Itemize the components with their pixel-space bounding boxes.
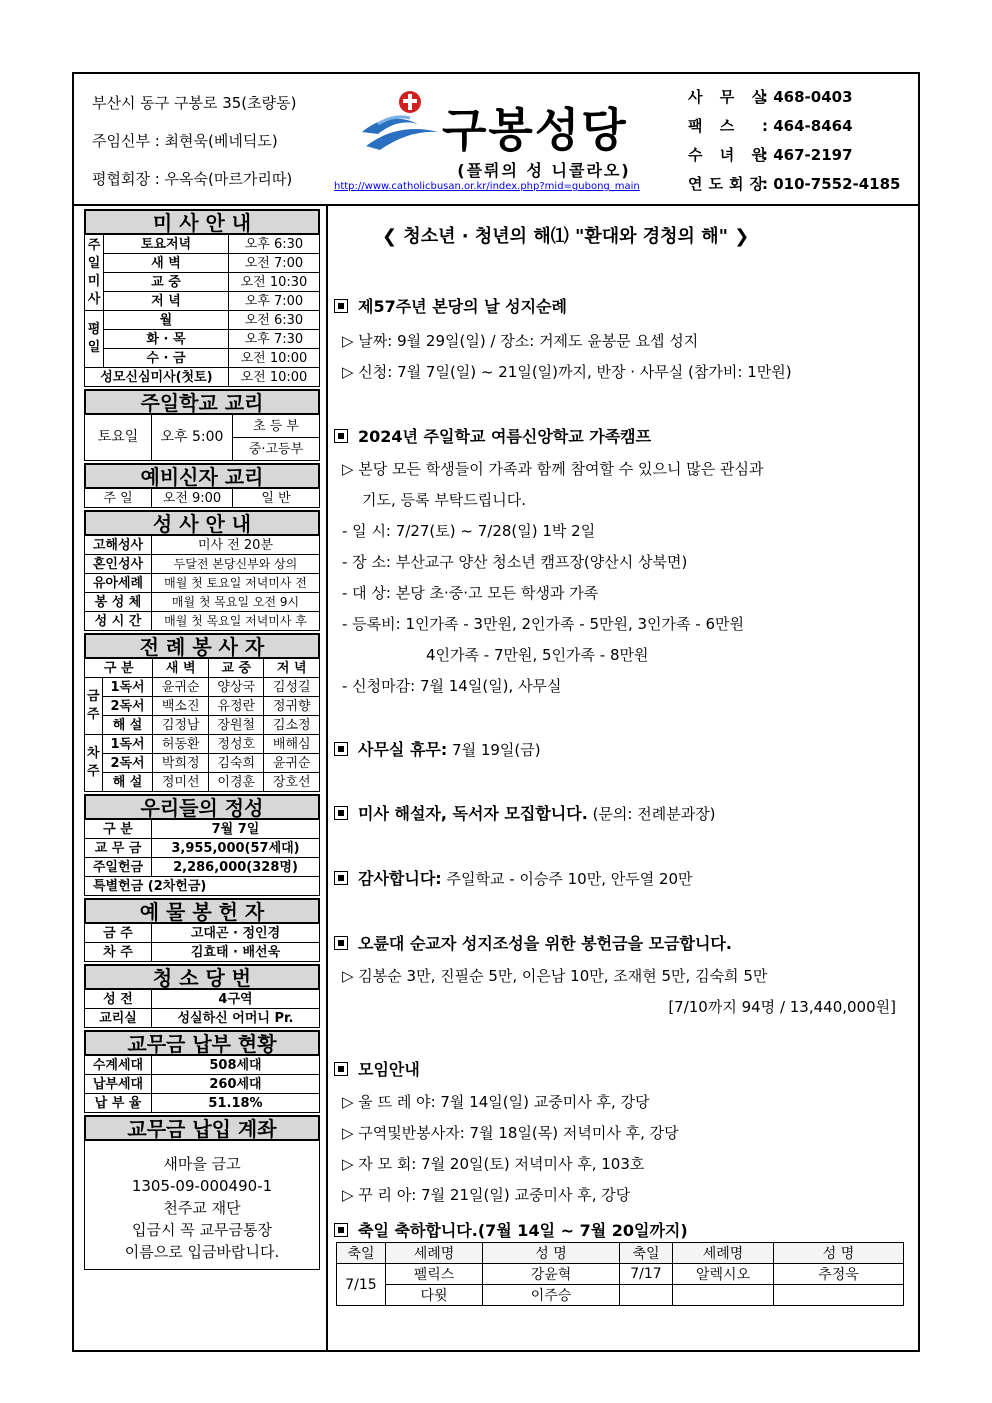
offering-title: 우리들의 정성 bbox=[84, 794, 320, 820]
sacraments-table: 고해성사 미사 전 20분 혼인성사 두달전 본당신부와 상의 유아세례 매월 첫 토요일 저녁미사 전 봉 성 체 매월 첫 목요일 오전 9시 성 시 간 매월 첫 목요일 저녁미사 후 bbox=[84, 535, 320, 631]
website-link[interactable]: http://www.catholicbusan.or.kr/index.php?mid=gubong_main bbox=[334, 181, 640, 192]
council-president: 평협회장 : 우옥숙(마르가리따) bbox=[92, 170, 293, 188]
donors-title: 예 물 봉 헌 자 bbox=[84, 898, 320, 924]
fundraising-total: [7/10까지 94명 / 13,440,000원] bbox=[668, 998, 896, 1016]
camp-line: ▷ 본당 모든 학생들이 가족과 함께 참여할 수 있으니 많은 관심과 bbox=[342, 460, 764, 478]
mass-guide-title: 미 사 안 내 bbox=[84, 209, 320, 235]
cleaning-title: 청 소 당 번 bbox=[84, 964, 320, 990]
camp-line: - 일 시: 7/27(토) ~ 7/28(일) 1박 2일 bbox=[342, 522, 596, 540]
sunday-school-table: 토요일 오후 5:00 초 등 부 중·고등부 bbox=[84, 414, 320, 461]
ministers-table: 구 분 새 벽 교 중 저 녁 금 주 1독서 윤귀순 양상국 김성길 2독서 백소진 유정란 정귀향 해 설 김정남 장원철 김소정 차 주 1독서 허동환 정성호 배해심 2독서 박희정 김숙희 윤귀순 해 설 정미선 이경훈 장호선 bbox=[84, 658, 320, 792]
sidebar bbox=[84, 210, 320, 1270]
camp-line: - 장 소: 부산교구 양산 청소년 캠프장(양산시 상북면) bbox=[342, 553, 688, 571]
camp-line: 기도, 등록 부탁드립니다. bbox=[362, 491, 526, 509]
donors-table: 금 주 고대곤 · 정인경 차 주 김효태 · 배선욱 bbox=[84, 923, 320, 962]
offering-table: 구 분 7월 7일 교 무 금 3,955,000(57세대) 주일헌금 2,286,000(328명) 특별헌금 (2차헌금) bbox=[84, 819, 320, 896]
section-thanks: 감사합니다: 주일학교 - 이승주 10만, 안두열 20만 bbox=[334, 866, 693, 889]
section-meetings: 모임안내 bbox=[334, 1057, 420, 1080]
dues-title: 교무금 납부 현황 bbox=[84, 1030, 320, 1056]
sacraments-title: 성 사 안 내 bbox=[84, 510, 320, 536]
meeting-item: ▷ 꾸 리 아: 7월 21일(일) 교중미사 후, 강당 bbox=[342, 1186, 631, 1204]
camp-line: - 등록비: 1인가족 - 3만원, 2인가족 - 5만원, 3인가족 - 6만원 bbox=[342, 615, 745, 633]
column-divider bbox=[326, 204, 328, 1350]
account-title: 교무금 납입 계좌 bbox=[84, 1115, 320, 1141]
pilgrimage-date: ▷ 날짜: 9월 29일(일) / 장소: 거제도 윤봉문 요셉 성지 bbox=[342, 332, 699, 350]
cleaning-table: 성 전 4구역 교리실 성실하신 어머니 Pr. bbox=[84, 989, 320, 1028]
section-recruit: 미사 해설자, 독서자 모집합니다. (문의: 전례분과장) bbox=[334, 801, 716, 824]
feast-table: 축일 세례명 성 명 축일 세례명 성 명 7/15 펠릭스 강윤혁 7/17 알렉시오 추정욱 다윗 이주승 bbox=[336, 1242, 904, 1306]
section-camp: 2024년 주일학교 여름신앙학교 가족캠프 bbox=[334, 424, 651, 447]
priest: 주임신부 : 최현욱(베네딕도) bbox=[92, 132, 278, 150]
catechumen-table: 주 일 오전 9:00 일 반 bbox=[84, 488, 320, 508]
fax: 팩 스 : 464-8464 bbox=[688, 117, 853, 135]
fundraising-donors: ▷ 김봉순 3만, 진필순 5만, 이은남 10만, 조재현 5만, 김숙희 5만 bbox=[342, 967, 768, 985]
section-fundraising: 오륜대 순교자 성지조성을 위한 봉헌금을 모금합니다. bbox=[334, 931, 732, 954]
bulletin-frame bbox=[72, 72, 920, 1352]
header bbox=[74, 74, 918, 206]
mass-table: 주 일 미 사 토요저녁 오후 6:30 새 벽 오전 7:00 교 중 오전 10:30 저 녁 오후 7:00 평 일 월 오전 6:30 화 · 목 오후 7:30 수 · 금 오전 10:00 성모신심미사(첫토) 오전 10:00 bbox=[84, 234, 320, 387]
section-pilgrimage: 제57주년 본당의 날 성지순례 bbox=[334, 294, 567, 317]
meeting-item: ▷ 자 모 회: 7월 20일(토) 저녁미사 후, 103호 bbox=[342, 1155, 645, 1173]
camp-line: 4인가족 - 7만원, 5인가족 - 8만원 bbox=[426, 646, 649, 664]
church-subtitle: (플뤼의 성 니콜라오) bbox=[457, 161, 631, 180]
meeting-item: ▷ 울 뜨 레 야: 7월 14일(일) 교중미사 후, 강당 bbox=[342, 1093, 650, 1111]
church-name: 구봉성당 bbox=[442, 103, 628, 157]
address: 부산시 동구 구봉로 35(초량동) bbox=[92, 94, 297, 112]
account-box: 새마을 금고 1305-09-000490-1 천주교 재단 입금시 꼭 교무금통장 이름으로 입금바랍니다. bbox=[84, 1140, 320, 1270]
ministers-title: 전 례 봉 사 자 bbox=[84, 633, 320, 659]
camp-line: - 신청마감: 7월 14일(일), 사무실 bbox=[342, 677, 562, 695]
catechumen-title: 예비신자 교리 bbox=[84, 463, 320, 489]
meeting-item: ▷ 구역및반봉사자: 7월 18일(목) 저녁미사 후, 강당 bbox=[342, 1124, 679, 1142]
church-logo-icon bbox=[358, 88, 442, 158]
dues-table: 수계세대 508세대 납부세대 260세대 납 부 율 51.18% bbox=[84, 1055, 320, 1113]
pilgrimage-apply: ▷ 신청: 7월 7일(일) ~ 21일(일)까지, 반장 · 사무실 (참가비: 1만원) bbox=[342, 363, 792, 381]
convent-phone: 수 녀 원: 467-2197 bbox=[688, 146, 853, 164]
main-title: ❮ 청소년 · 청년의 해⑴ "환대와 경청의 해" ❯ bbox=[382, 226, 750, 247]
sunday-school-title: 주일학교 교리 bbox=[84, 389, 320, 415]
camp-line: - 대 상: 본당 초·중·고 모든 학생과 가족 bbox=[342, 584, 599, 602]
section-feast: 축일 축하합니다.(7월 14일 ~ 7월 20일까지) bbox=[334, 1218, 688, 1241]
office-phone: 사 무 실: 468-0403 bbox=[688, 88, 853, 106]
section-office-closed: 사무실 휴무: 7월 19일(금) bbox=[334, 737, 541, 760]
youth-president: 연도회장: 010-7552-4185 bbox=[688, 175, 901, 193]
